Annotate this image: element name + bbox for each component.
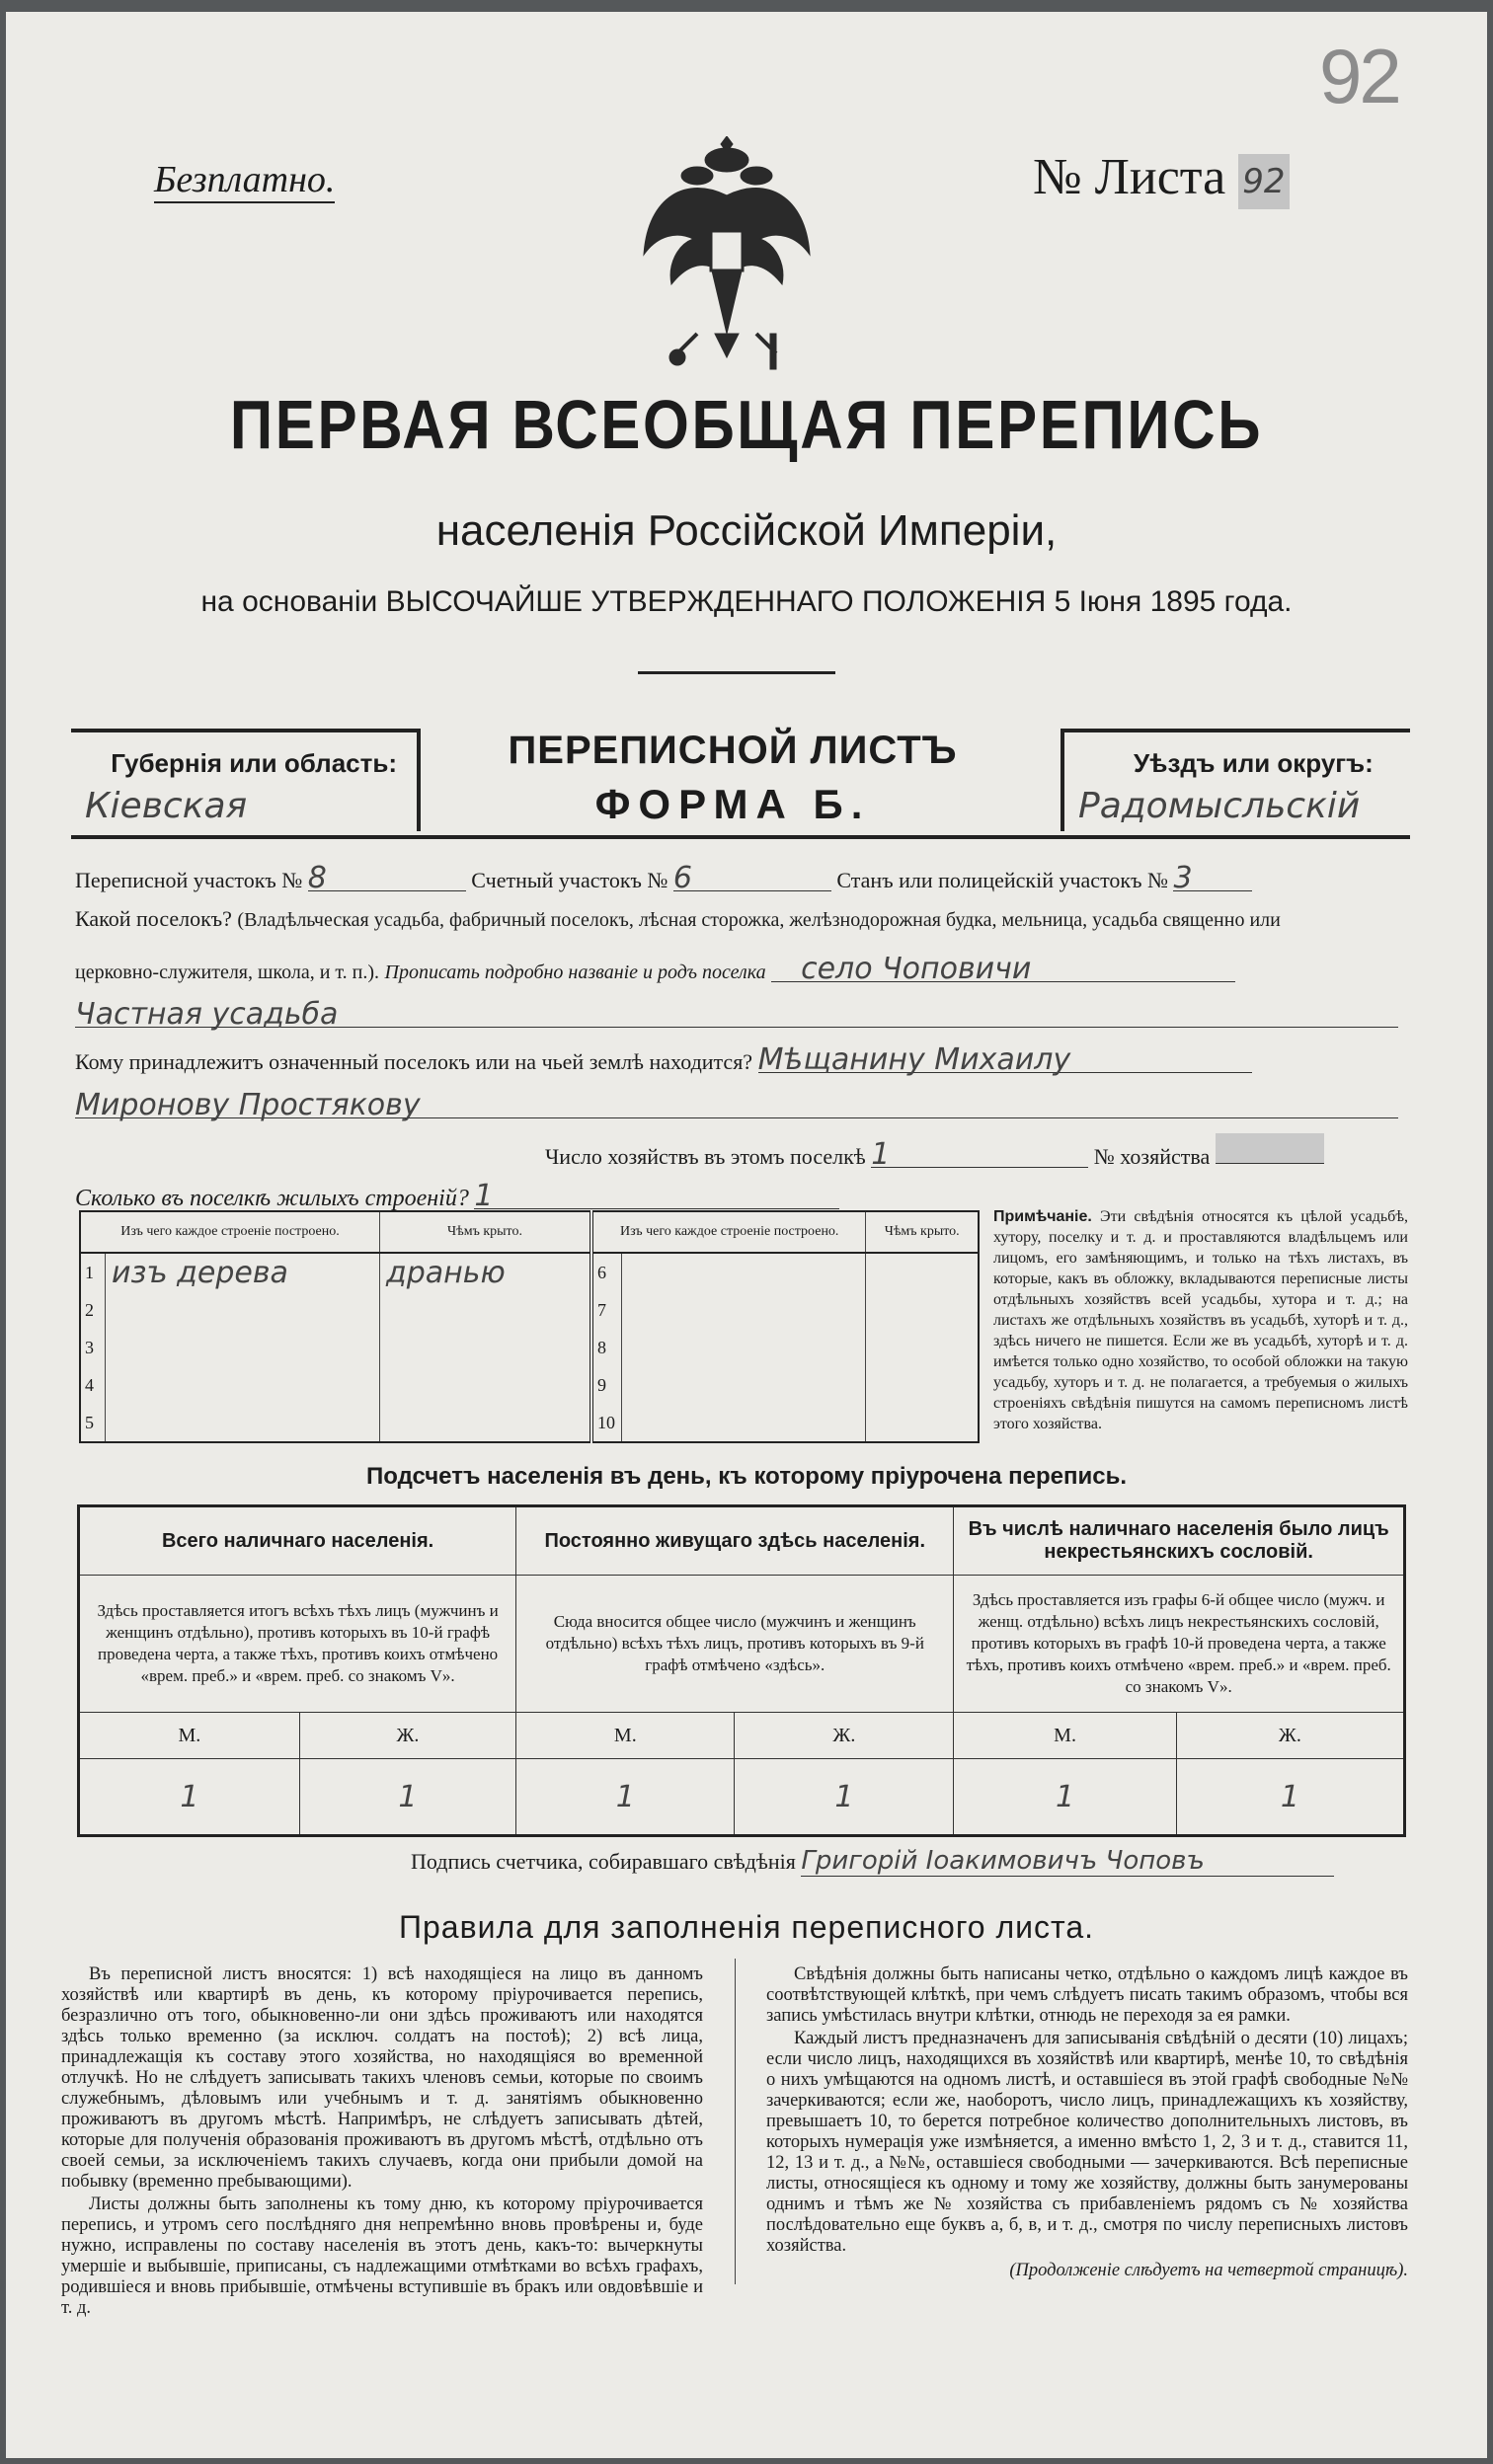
- table-desc-row: [79, 1576, 1405, 1713]
- signature-label: Подпись счетчика, собиравшаго свѣдѣнія: [411, 1849, 796, 1874]
- rules-right-column: [766, 1964, 1408, 2281]
- rules-paragraph: Свѣдѣнія должны быть написаны четко, отдѣльно о каждомъ лицѣ каждое въ соотвѣтствующей клѣткѣ, при чемъ слѣдуетъ писать такимъ образомъ, чтобы вся запись умѣстилась внутри клѣтки, отнюдь не переходя за ея рамки.: [766, 1964, 1408, 2026]
- col-roof-header: Чѣмъ крыто.: [380, 1211, 592, 1253]
- material-cell[interactable]: [106, 1329, 380, 1366]
- rules-paragraph: Въ переписной листъ вносятся: 1) всѣ находящіеся на лицо въ данномъ хозяйствѣ или квартирѣ въ день, къ которому пріурочивается перепись, безразлично отъ того, обыкновенно-ли они здѣсь проживаютъ или находятся здѣсь только временно (за исключ. солдатъ на постоѣ); 2) всѣ лица, принадлежащія къ составу этого хозяйства, но находящіяся во временной отлучкѣ. Но не слѣдуетъ записывать такихъ членовъ семьи, которые по своимъ служебнымъ, дѣловымъ или учебнымъ и т. д. занятіямъ обыкновенно проживаютъ въ другомъ мѣстѣ. Напримѣръ, не слѣдуетъ записывать дѣтей, которые для полученія образованія проживаютъ въ другомъ мѣстѣ, отдѣльно отъ своей семьи, за исключеніемъ такихъ случаевъ, когда они прибыли домой на побывку (временно пребывающими).: [61, 1964, 703, 2192]
- form-title: [436, 729, 1029, 828]
- count-cell[interactable]: 1: [516, 1759, 735, 1836]
- row-number: 3: [80, 1329, 106, 1366]
- table-row: [80, 1366, 979, 1404]
- table-row: [80, 1404, 979, 1442]
- row-number: 9: [591, 1366, 622, 1404]
- row-number: 10: [591, 1404, 622, 1442]
- settlement-value-line: [75, 997, 1408, 1042]
- settlement-fields: [75, 861, 1408, 1224]
- roof-cell[interactable]: [866, 1291, 979, 1329]
- rules-title: Правила для заполненія переписного листа.: [399, 1909, 1094, 1945]
- count-cell[interactable]: 1: [954, 1759, 1176, 1836]
- female-header: Ж.: [735, 1713, 954, 1759]
- table-row: [80, 1291, 979, 1329]
- female-header: Ж.: [1176, 1713, 1404, 1759]
- sheet-title: ПЕРЕПИСНОЙ ЛИСТЪ: [508, 729, 958, 772]
- count-district-value[interactable]: 6: [673, 861, 831, 891]
- double-headed-eagle-emblem-icon: [638, 136, 816, 373]
- households-value[interactable]: 1: [871, 1137, 1088, 1168]
- table-header-row: [79, 1506, 1405, 1576]
- district-value[interactable]: Радомысльскій: [1078, 786, 1361, 826]
- settlement-instruction-line: [75, 952, 1408, 997]
- col-non-peasant: Въ числѣ наличнаго населенія было лицъ некрестьянскихъ сословій.: [954, 1506, 1405, 1576]
- folio-number: 92: [1319, 33, 1399, 119]
- row-number: 2: [80, 1291, 106, 1329]
- divider: [638, 671, 835, 674]
- roof-cell[interactable]: [380, 1291, 592, 1329]
- owner-value-1[interactable]: Мѣщанину Михаилу: [758, 1042, 1252, 1073]
- table-sex-row: [79, 1713, 1405, 1759]
- desc-permanent: Сюда вносится общее число (мужчинъ и женщинъ отдѣльно) всѣхъ тѣхъ лицъ, противъ которыхъ въ 9-й графѣ отмѣчено «здѣсь».: [516, 1576, 954, 1713]
- row-number: 7: [591, 1291, 622, 1329]
- table-row: [80, 1329, 979, 1366]
- district-box: [1061, 729, 1410, 831]
- sheet-number-label: № Листа: [1033, 149, 1226, 205]
- rules-left-column: [61, 1964, 703, 2321]
- row-number: 5: [80, 1404, 106, 1442]
- province-value[interactable]: Кіевская: [85, 786, 248, 826]
- settlement-question: Какой поселокъ?: [75, 906, 232, 931]
- col-total-present: Всего наличнаго населенія.: [79, 1506, 516, 1576]
- material-cell[interactable]: [106, 1291, 380, 1329]
- count-cell[interactable]: 1: [1176, 1759, 1404, 1836]
- sheet-number-value: 92: [1238, 154, 1289, 209]
- district-numbers-line: [75, 861, 1408, 906]
- material-cell[interactable]: [622, 1329, 866, 1366]
- police-district-label: Станъ или полицейскій участокъ №: [836, 868, 1168, 892]
- province-box: [71, 729, 421, 831]
- owner-line: [75, 1042, 1408, 1088]
- owner-question: Кому принадлежитъ означенный поселокъ или на чьей землѣ находится?: [75, 1049, 753, 1074]
- desc-non-peasant: Здѣсь проставляется изъ графы 6-й общее число (мужч. и женщ. отдѣльно) всѣхъ лицъ некрестьянскихъ сословій, противъ которыхъ въ графѣ 10-й проведена черта, а также тѣхъ, противъ коихъ отмѣчено «врем. преб.» и «врем. преб. со знакомъ V».: [954, 1576, 1405, 1713]
- count-cell[interactable]: 1: [299, 1759, 515, 1836]
- note-text: Эти свѣдѣнія относятся къ цѣлой усадьбѣ, хутору, поселку и т. д. и проставляются владѣльцемъ или лицомъ, его замѣняющимъ, и только на тѣхъ листахъ, въ которые, какъ въ обложку, вкладываются переписные листы отдѣльныхъ хозяйствъ всей усадьбы, хутора и т. д.; на листахъ же отдѣльныхъ хозяйствъ въ усадьбѣ, хуторѣ и т. д., здѣсь ничего не пишется. Если же въ усадьбѣ, хуторѣ и т. д. имѣется только одно хозяйство, то особой обложки на такую усадьбу, хуторъ и т. д. не полагается, а требуемыя о жилыхъ строеніяхъ свѣдѣнія пишутся на самомъ переписномъ листѣ этого хозяйства.: [993, 1208, 1409, 1432]
- material-cell[interactable]: изъ дерева: [106, 1253, 380, 1291]
- divider: [71, 835, 1410, 839]
- material-cell[interactable]: [622, 1253, 866, 1291]
- roof-cell[interactable]: [380, 1329, 592, 1366]
- settlement-question-line: [75, 906, 1408, 952]
- table-header-row: [80, 1211, 979, 1253]
- roof-cell[interactable]: [380, 1366, 592, 1404]
- column-divider: [735, 1959, 736, 2284]
- form-label: ФОРМА Б.: [594, 781, 871, 827]
- note: [993, 1206, 1408, 1434]
- settlement-value-2[interactable]: Частная усадьба: [75, 997, 1398, 1028]
- col-material-header-2: Изъ чего каждое строеніе построено.: [591, 1211, 866, 1253]
- settlement-instruction: Прописать подробно названіе и родъ поселка: [384, 962, 766, 983]
- roof-cell[interactable]: [380, 1404, 592, 1442]
- roof-cell[interactable]: [866, 1366, 979, 1404]
- male-header: М.: [954, 1713, 1176, 1759]
- table-count-row: [79, 1759, 1405, 1836]
- census-form-page: [6, 12, 1487, 2458]
- count-cell[interactable]: 1: [79, 1759, 300, 1836]
- col-permanent: Постоянно живущаго здѣсь населенія.: [516, 1506, 954, 1576]
- roof-cell[interactable]: дранью: [380, 1253, 592, 1291]
- police-district-value[interactable]: 3: [1173, 861, 1252, 891]
- settlement-hint-2: церковно-служителя, школа, и т. п.).: [75, 962, 379, 983]
- household-number-value[interactable]: [1216, 1133, 1324, 1164]
- district-label: Уѣздъ или округъ:: [1134, 748, 1374, 778]
- buildings-label: Сколько въ поселкѣ жилыхъ строеній?: [75, 1186, 469, 1211]
- material-cell[interactable]: [106, 1366, 380, 1404]
- material-cell[interactable]: [622, 1404, 866, 1442]
- households-line: [75, 1133, 1408, 1179]
- signature-line: [411, 1846, 1334, 1877]
- material-cell[interactable]: [622, 1366, 866, 1404]
- count-district-label: Счетный участокъ №: [471, 868, 668, 892]
- material-cell[interactable]: [622, 1291, 866, 1329]
- settlement-value-1[interactable]: село Чоповичи: [771, 952, 1235, 982]
- roof-cell[interactable]: [866, 1404, 979, 1442]
- male-header: М.: [79, 1713, 300, 1759]
- household-number-label: № хозяйства: [1093, 1144, 1211, 1169]
- households-label: Число хозяйствъ въ этомъ поселкѣ: [545, 1144, 866, 1169]
- population-title: Подсчетъ населенія въ день, къ которому пріурочена перепись.: [366, 1463, 1127, 1490]
- table-row: [80, 1253, 979, 1291]
- row-number: 8: [591, 1329, 622, 1366]
- buildings-value[interactable]: 1: [474, 1179, 839, 1209]
- province-label: Губернія или область:: [111, 748, 397, 778]
- document-subtitle: населенія Россійской Имперіи,: [435, 506, 1058, 555]
- note-label: Примѣчаніе.: [993, 1208, 1092, 1225]
- census-district-value[interactable]: 8: [308, 861, 466, 891]
- count-cell[interactable]: 1: [735, 1759, 954, 1836]
- roof-cell[interactable]: [866, 1253, 979, 1291]
- desc-total-present: Здѣсь проставляется итогъ всѣхъ тѣхъ лицъ (мужчинъ и женщинъ отдѣльно), противъ которыхъ въ 10-й графѣ проведена черта, а также тѣхъ, противъ коихъ отмѣчено «врем. преб.» и «врем. преб. со знакомъ V».: [79, 1576, 516, 1713]
- population-table: [77, 1504, 1406, 1837]
- rules-paragraph: Листы должны быть заполнены къ тому дню, къ которому пріурочивается перепись, и утромъ сего послѣдняго дня непремѣнно вновь провѣрены и, буде нужно, исправлены по составу населенія въ этотъ день, какъ-то: вычеркнуты умершіе и выбывшіе, приписаны, съ надлежащими отмѣтками во всѣхъ графахъ, родившіеся и вновь прибывшіе, отмѣчены вступившіе въ бракъ или овдовѣвшіе и т. д.: [61, 2194, 703, 2318]
- buildings-table: [79, 1210, 980, 1443]
- rules-paragraph: Каждый листъ предназначенъ для записыванія свѣдѣній о десяти (10) лицахъ; если число лицъ, находящихся въ хозяйствѣ или квартирѣ, менѣе 10, то свѣдѣнія о нихъ умѣщаются на одномъ листѣ, и оставшіеся въ этой графѣ свободные №№ зачеркиваются; если же, наоборотъ, число лицъ, принадлежащихъ къ хозяйству, превышаетъ 10, то берется потребное количество дополнительныхъ листовъ, въ которыхъ нумерація уже измѣняется, а именно вмѣсто 1, 2, 3 и т. д., ставится 11, 12, 13 и т. д., а №№, оставшіеся свободными — зачеркиваются. Всѣ переписные листы, относящіеся къ одному и тому же хозяйству, должны быть занумерованы однимъ и тѣмъ же № хозяйства съ прибавленіемъ рядомъ съ № хозяйства послѣдовательно еще буквъ а, б, в, и т. д., смотря по числу переписныхъ листовъ хозяйства.: [766, 2029, 1408, 2256]
- roof-cell[interactable]: [866, 1329, 979, 1366]
- signature-value[interactable]: Григорій Іоакимовичъ Чоповъ: [801, 1846, 1334, 1877]
- continued-note: (Продолженіе слѣдуетъ на четвертой страницѣ).: [1009, 2261, 1408, 2280]
- row-number: 4: [80, 1366, 106, 1404]
- free-label: Безплатно.: [154, 158, 335, 203]
- col-material-header: Изъ чего каждое строеніе построено.: [80, 1211, 380, 1253]
- owner-value-line: [75, 1088, 1408, 1133]
- form-header: [71, 729, 1404, 839]
- male-header: М.: [516, 1713, 735, 1759]
- document-title: ПЕРВАЯ ВСЕОБЩАЯ ПЕРЕПИСЬ: [229, 386, 1264, 463]
- legal-basis: на основаніи ВЫСОЧАЙШЕ УТВЕРЖДЕННАГО ПОЛОЖЕНІЯ 5 Іюня 1895 года.: [200, 585, 1293, 618]
- settlement-hint: (Владѣльческая усадьба, фабричный поселокъ, лѣсная сторожка, желѣзнодорожная будка, мельница, усадьба священно или: [237, 909, 1281, 931]
- col-roof-header-2: Чѣмъ крыто.: [866, 1211, 979, 1253]
- owner-value-2[interactable]: Миронову Простякову: [75, 1088, 1398, 1118]
- row-number: 6: [591, 1253, 622, 1291]
- row-number: 1: [80, 1253, 106, 1291]
- sheet-number: [1033, 150, 1290, 209]
- material-cell[interactable]: [106, 1404, 380, 1442]
- census-district-label: Переписной участокъ №: [75, 868, 303, 892]
- female-header: Ж.: [299, 1713, 515, 1759]
